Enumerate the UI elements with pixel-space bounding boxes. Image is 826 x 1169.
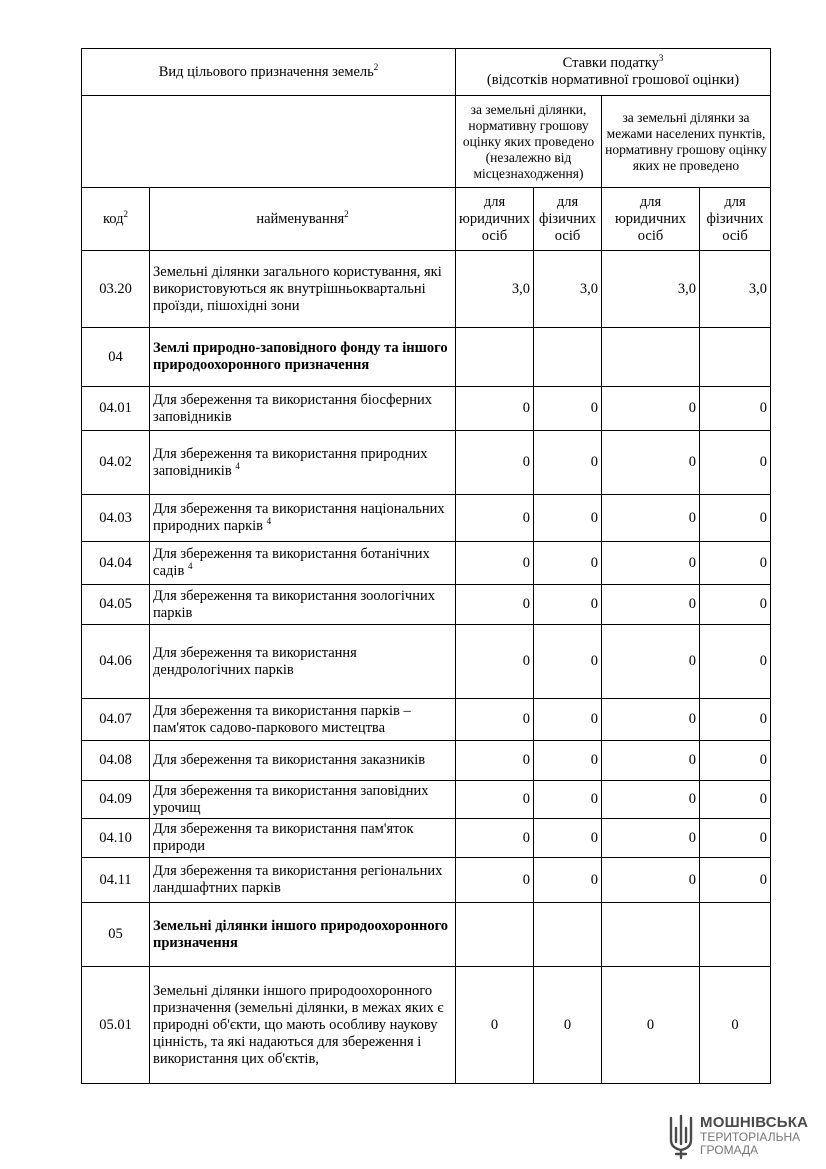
rate-cell: 0 — [456, 858, 534, 903]
row-name: Для збереження та використання зоологічних парків — [150, 585, 456, 625]
rate-cell: 0 — [456, 699, 534, 741]
table-row — [82, 542, 771, 585]
rate-cell — [534, 903, 602, 967]
rate-cell: 3,0 — [456, 251, 534, 328]
rate-cell: 0 — [602, 781, 700, 819]
row-name: Для збереження та використання біосферних заповідників — [150, 387, 456, 431]
row-name: Для збереження та використання дендрологічних парків — [150, 625, 456, 699]
table-row — [82, 903, 771, 967]
rate-cell: 0 — [456, 625, 534, 699]
rate-cell: 0 — [602, 741, 700, 781]
rate-cell — [700, 328, 771, 387]
rate-cell: 0 — [534, 542, 602, 585]
table-row — [82, 819, 771, 858]
group-b-header: за земельні ділянки за межами населених пунктів, нормативну грошову оцінку яких не проведено — [602, 96, 771, 188]
rate-cell: 0 — [456, 585, 534, 625]
rate-cell: 0 — [534, 781, 602, 819]
rate-cell: 0 — [700, 431, 771, 495]
group-a-header: за земельні ділянки, нормативну грошову оцінку яких проведено (незалежно від місцезнаходження) — [456, 96, 602, 188]
name-header: найменування$^2$ — [150, 188, 456, 251]
rate-cell: 0 — [700, 699, 771, 741]
physical-b-header: для фізичних осіб — [700, 188, 771, 251]
rate-cell: 0 — [602, 819, 700, 858]
rate-cell — [534, 328, 602, 387]
rate-cell: 0 — [456, 387, 534, 431]
row-code: 04.11 — [82, 858, 150, 903]
rate-cell: 3,0 — [602, 251, 700, 328]
table-row — [82, 431, 771, 495]
row-code: 04.07 — [82, 699, 150, 741]
rate-cell: 0 — [602, 967, 700, 1084]
row-code: 04.08 — [82, 741, 150, 781]
row-code: 04.06 — [82, 625, 150, 699]
row-name: Для збереження та використання пам'яток природи — [150, 819, 456, 858]
row-name: Земельні ділянки іншого природоохоронного призначення (земельні ділянки, в межах яких є природні об'єкти, що мають особливу наукову цінність, та які надаються для збереження і використання цих об'єктів, — [150, 967, 456, 1084]
rate-cell: 3,0 — [700, 251, 771, 328]
code-header: код$^2$ — [82, 188, 150, 251]
row-code: 04.01 — [82, 387, 150, 431]
rate-cell: 0 — [700, 495, 771, 542]
table-row — [82, 967, 771, 1084]
rate-cell — [456, 328, 534, 387]
table-row — [82, 585, 771, 625]
row-name: Для збереження та використання національних природних парків $^4$ — [150, 495, 456, 542]
row-code: 04.03 — [82, 495, 150, 542]
row-name: Для збереження та використання заповідних урочищ — [150, 781, 456, 819]
rate-cell: 0 — [700, 967, 771, 1084]
rate-cell: 0 — [602, 585, 700, 625]
rate-cell: 3,0 — [534, 251, 602, 328]
rate-cell: 0 — [456, 967, 534, 1084]
rate-cell — [456, 903, 534, 967]
rate-cell: 0 — [534, 967, 602, 1084]
rate-cell: 0 — [534, 858, 602, 903]
rate-cell: 0 — [700, 819, 771, 858]
rate-cell — [700, 903, 771, 967]
rate-cell: 0 — [534, 625, 602, 699]
rate-cell: 0 — [456, 431, 534, 495]
rate-cell: 0 — [534, 387, 602, 431]
community-logo — [668, 1114, 818, 1160]
row-code: 04.09 — [82, 781, 150, 819]
rate-cell — [602, 328, 700, 387]
row-name: Для збереження та використання заказників — [150, 741, 456, 781]
rates-header: Ставки податку$^3$ (відсотків нормативної грошової оцінки) — [456, 49, 771, 96]
rate-cell: 0 — [700, 741, 771, 781]
rate-cell: 0 — [700, 387, 771, 431]
logo-subtitle: ТЕРИТОРІАЛЬНА — [700, 1130, 801, 1144]
table-row — [82, 328, 771, 387]
rate-cell: 0 — [602, 699, 700, 741]
legal-a-header: для юридичних осіб — [456, 188, 534, 251]
row-code: 05 — [82, 903, 150, 967]
table-row — [82, 387, 771, 431]
rate-cell: 0 — [534, 699, 602, 741]
row-code: 04.04 — [82, 542, 150, 585]
rate-cell: 0 — [534, 495, 602, 542]
rate-cell: 0 — [456, 495, 534, 542]
rate-cell: 0 — [602, 858, 700, 903]
table-row — [82, 625, 771, 699]
row-code: 05.01 — [82, 967, 150, 1084]
row-name: Для збереження та використання регіональних ландшафтних парків — [150, 858, 456, 903]
row-name: Землі природно-заповідного фонду та іншого природоохоронного призначення — [150, 328, 456, 387]
rate-cell: 0 — [700, 542, 771, 585]
table-row — [82, 251, 771, 328]
empty-header-cell — [82, 96, 456, 188]
table-row — [82, 858, 771, 903]
rate-cell: 0 — [456, 819, 534, 858]
rate-cell — [602, 903, 700, 967]
rate-cell: 0 — [534, 741, 602, 781]
rate-cell: 0 — [456, 781, 534, 819]
rate-cell: 0 — [456, 741, 534, 781]
row-name: Земельні ділянки загального користування, які використовуються як внутрішньоквартальні проїзди, пішохідні зони — [150, 251, 456, 328]
table-row — [82, 781, 771, 819]
rate-cell: 0 — [602, 625, 700, 699]
row-code: 04 — [82, 328, 150, 387]
row-name: Для збереження та використання ботанічних садів $^4$ — [150, 542, 456, 585]
rate-cell: 0 — [534, 585, 602, 625]
rate-cell: 0 — [700, 858, 771, 903]
rate-cell: 0 — [602, 542, 700, 585]
row-code: 04.02 — [82, 431, 150, 495]
logo-subtitle-2: ГРОМАДА — [700, 1143, 759, 1157]
table-row — [82, 741, 771, 781]
rate-cell: 0 — [700, 625, 771, 699]
rate-cell: 0 — [456, 542, 534, 585]
rate-cell: 0 — [534, 431, 602, 495]
rate-cell: 0 — [700, 585, 771, 625]
tryzub-icon — [668, 1114, 694, 1160]
rate-cell: 0 — [534, 819, 602, 858]
row-code: 03.20 — [82, 251, 150, 328]
rate-cell: 0 — [700, 781, 771, 819]
table-row — [82, 495, 771, 542]
land-type-header: Вид цільового призначення земель$^2$ — [82, 49, 456, 96]
row-code: 04.10 — [82, 819, 150, 858]
logo-title: МОШНІВСЬКА — [700, 1114, 809, 1131]
rate-cell: 0 — [602, 431, 700, 495]
row-name: Земельні ділянки іншого природоохоронного призначення — [150, 903, 456, 967]
row-name: Для збереження та використання природних заповідників $^4$ — [150, 431, 456, 495]
rate-cell: 0 — [602, 495, 700, 542]
legal-b-header: для юридичних осіб — [602, 188, 700, 251]
rate-cell: 0 — [602, 387, 700, 431]
tax-rates-table — [81, 48, 771, 1084]
physical-a-header: для фізичних осіб — [534, 188, 602, 251]
row-name: Для збереження та використання парків – пам'яток садово-паркового мистецтва — [150, 699, 456, 741]
table-row — [82, 699, 771, 741]
row-code: 04.05 — [82, 585, 150, 625]
